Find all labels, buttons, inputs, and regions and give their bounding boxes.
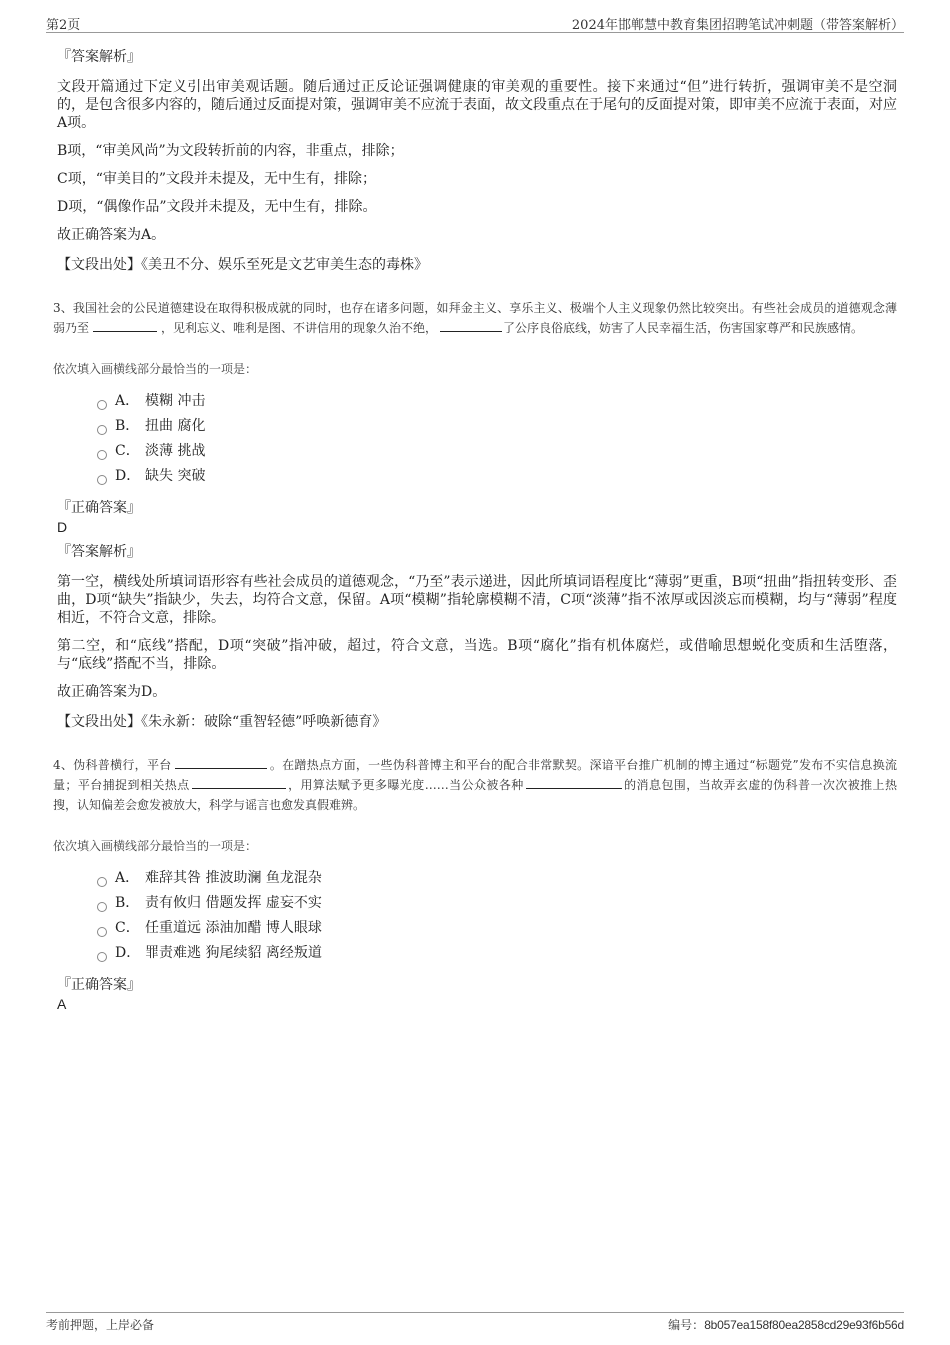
correct-answer-value: A xyxy=(57,996,67,1012)
page-footer xyxy=(46,1312,904,1333)
radio-icon[interactable] xyxy=(97,877,107,887)
analysis-paragraph: D项，“偶像作品”文段并未提及，无中生有，排除。 xyxy=(57,199,377,215)
text-source: 【文段出处】《朱永新：破除“重智轻德”呼唤新德育》 xyxy=(57,714,387,730)
question-3 xyxy=(53,298,897,731)
answer-blank xyxy=(192,776,286,789)
radio-icon[interactable] xyxy=(97,425,107,435)
correct-answer-value: D xyxy=(57,519,68,535)
analysis-paragraph: C项，“审美目的”文段并未提及，无中生有，排除； xyxy=(57,171,377,187)
option-c[interactable]: C． 淡薄 挑战 xyxy=(97,439,897,464)
radio-icon[interactable] xyxy=(97,952,107,962)
radio-icon[interactable] xyxy=(97,400,107,410)
option-a[interactable]: A． 模糊 冲击 xyxy=(97,389,897,414)
option-c[interactable]: C． 任重道远 添油加醋 博人眼球 xyxy=(97,916,897,941)
correct-answer-label: 『正确答案』 xyxy=(57,977,141,993)
page-header xyxy=(46,12,904,33)
options-list xyxy=(57,866,897,966)
analysis-paragraph: 第一空，横线处所填词语形容有些社会成员的道德观念，“乃至”表示递进，因此所填词语程度比“薄弱”更重，B项“扭曲”指扭转变形、歪曲，D项“缺失”指缺少，失去，均符合文意，保留。A项“模糊”指轮廓模糊不清，C项“淡薄”指不浓厚或因淡忘而模糊，均与“薄弱”程度相近，不符合文意，排除。 xyxy=(57,574,897,626)
radio-icon[interactable] xyxy=(97,902,107,912)
document-title: 2024年邯郸慧中教育集团招聘笔试冲刺题（带答案解析） xyxy=(571,18,904,33)
text-source: 【文段出处】《美丑不分、娱乐至死是文艺审美生态的毒株》 xyxy=(57,257,428,273)
option-b[interactable]: B． 扭曲 腐化 xyxy=(97,414,897,439)
analysis-paragraph: 故正确答案为D。 xyxy=(57,684,167,700)
page-content xyxy=(53,46,897,1018)
question-text: 4、伪科普横行，平台 。在蹭热点方面，一些伪科普博主和平台的配合非常默契。深谙平台推广机制的博主通过“标题党”发布不实信息换流量；平台捕捉到相关热点 ，用算法赋予更多曝光度……当公众被各种 的消息包围，当故弄玄虚的伪科普一次次被推上热搜，认知偏差会愈发被放大，科学与谣言也愈发真假难辨。 xyxy=(53,758,897,812)
analysis-paragraph: 文段开篇通过下定义引出审美观话题。随后通过正反论证强调健康的审美观的重要性。接下来通过“但”进行转折，强调审美不是空洞的，是包含很多内容的，随后通过反面提对策，强调审美不应流于表面，故文段重点在于尾句的反面提对策，即审美不应流于表面，对应A项。 xyxy=(57,79,897,131)
option-a[interactable]: A． 难辞其咎 推波助澜 鱼龙混杂 xyxy=(97,866,897,891)
correct-answer-label: 『正确答案』 xyxy=(57,500,141,516)
answer-blank xyxy=(93,319,157,332)
analysis-label: 『答案解析』 xyxy=(57,49,141,65)
radio-icon[interactable] xyxy=(97,475,107,485)
option-d[interactable]: D． 缺失 突破 xyxy=(97,464,897,489)
analysis-paragraph: B项，“审美风尚”为文段转折前的内容，非重点，排除； xyxy=(57,143,404,159)
radio-icon[interactable] xyxy=(97,927,107,937)
option-d[interactable]: D． 罪责难逃 狗尾续貂 离经叛道 xyxy=(97,941,897,966)
radio-icon[interactable] xyxy=(97,450,107,460)
option-b[interactable]: B． 责有攸归 借题发挥 虚妄不实 xyxy=(97,891,897,916)
answer-blank xyxy=(175,756,267,769)
answer-blank xyxy=(440,319,502,332)
prev-question-analysis xyxy=(57,46,897,274)
question-prompt: 依次填入画横线部分最恰当的一项是： xyxy=(53,839,258,853)
page-number: 第2页 xyxy=(46,18,81,33)
question-prompt: 依次填入画横线部分最恰当的一项是： xyxy=(53,362,258,376)
options-list xyxy=(57,389,897,489)
footer-slogan: 考前押题，上岸必备 xyxy=(46,1318,155,1332)
analysis-paragraph: 第二空，和“底线”搭配，D项“突破”指冲破，超过，符合文意，当选。B项“腐化”指有机体腐烂，或借喻思想蜕化变质和生活堕落，与“底线”搭配不当，排除。 xyxy=(57,638,897,672)
question-text: 3、我国社会的公民道德建设在取得积极成就的同时，也存在诸多问题，如拜金主义、享乐主义、极端个人主义现象仍然比较突出。有些社会成员的道德观念薄弱乃至 ，见利忘义、唯利是图、不讲信用的现象久治不绝， 了公序良俗底线，妨害了人民幸福生活，伤害国家尊严和民族感情。 xyxy=(53,301,897,335)
document-code: 编号：8b057ea158f80ea2858cd29e93f6b56d xyxy=(668,1318,904,1332)
analysis-paragraph: 故正确答案为A。 xyxy=(57,227,166,243)
answer-blank xyxy=(526,776,622,789)
analysis-label: 『答案解析』 xyxy=(57,544,141,560)
question-4 xyxy=(53,755,897,1012)
